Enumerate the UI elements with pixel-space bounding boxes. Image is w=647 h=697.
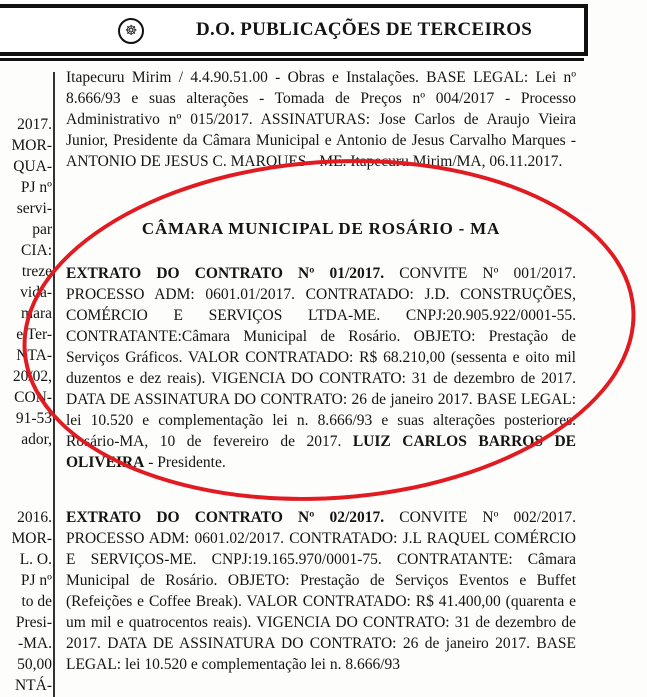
left-fragment-line: Presi- [15, 614, 52, 631]
left-fragment-line: L. O. [19, 551, 52, 568]
left-fragment-line: vida- [20, 284, 52, 301]
page-title: D.O. PUBLICAÇÕES DE TERCEIROS [196, 19, 533, 40]
left-fragment-line: -MA. [17, 635, 52, 652]
left-fragment-line: servi- [16, 200, 52, 217]
left-column-fragment-top [0, 114, 52, 450]
left-fragment-line: NTA- [16, 347, 52, 364]
left-fragment-line: NTÁ- [14, 677, 52, 694]
contract-2-heading: EXTRATO DO CONTRATO Nº 02/2017. [66, 509, 385, 526]
left-fragment-line: CON- [14, 389, 52, 406]
contract-2-body: CONVITE Nº 002/2017. PROCESSO ADM: 0601.02/2017. CONTRATADO: J.L RAQUEL COMÉRCIO E SERVIÇOS-ME. CNPJ:19.165.970/0001-75. CONTRATANTE: Câmara Municipal de Rosário. OBJETO: Prestação de Serviços Eventos e Buffet (Refeições e Coffee Break). VALOR CONTRATADO: R$ 41.400,00 (quarenta e um mil e quatrocentos reais). VIGENCIA DO CONTRATO: 31 de dezembro de 2017. DATA DE ASSINATURA DO CONTRATO: 26 de janeiro 2017. BASE LEGAL: lei 10.520 e complementação lei n. 8.666/93 [66, 509, 576, 673]
contract-2-extract [66, 507, 576, 675]
left-fragment-line: PJ nº [20, 572, 52, 589]
left-fragment-line: 20/02, [12, 368, 52, 385]
left-fragment-line: PJ nº [20, 179, 52, 196]
left-fragment-line: treze [21, 263, 52, 280]
left-fragment-line: MOR- [11, 137, 52, 154]
page-header [0, 4, 588, 56]
left-fragment-line: ador, [21, 431, 52, 448]
contract-1-body: CONVITE Nº 001/2017. PROCESSO ADM: 0601.01/2017. CONTRATADO: J.D. CONSTRUÇÕES, COMÉRCIO E SERVIÇOS LTDA-ME. CNPJ:20.905.922/0001-55. CONTRATANTE:Câmara Municipal de Rosário. OBJETO: Prestação de Serviços Gráficos. VALOR CONTRATADO: R$ 68.210,00 (sessenta e oito mil duzentos e dez reais). VIGENCIA DO CONTRATO: 31 de dezembro de 2017. DATA DE ASSINATURA DO CONTRATO: 26 de janeiro 2017. BASE LEGAL: lei 10.520 e complementação lei n. 8.666/93 e suas alterações posteriores. Rosário-MA, 10 de fevereiro de 2017. [66, 265, 576, 450]
contract-1-heading: EXTRATO DO CONTRATO Nº 01/2017. [66, 265, 385, 282]
left-fragment-line: 91-53 [15, 410, 52, 427]
left-fragment-line: MOR- [11, 530, 52, 547]
left-fragment-line: 2017. [17, 116, 52, 133]
contract-1-signer: LUIZ CARLOS BARROS DE OLIVEIRA [66, 433, 576, 471]
contract-1-extract [66, 263, 576, 473]
left-fragment-line: 2016. [17, 509, 52, 526]
contract-1-signer-role: - Presidente. [144, 454, 226, 471]
intro-paragraph: Itapecuru Mirim / 4.4.90.51.00 - Obras e Instalações. BASE LEGAL: Lei nº 8.666/93 e suas alterações - Tomada de Preços nº 004/2017 - Processo Administrativo nº 015/2017. ASSINATURAS: Jose Carlos de Araujo Vieira Junior, Presidente da Câmara Municipal e Antonio de Jesus Carvalho Marques - ANTONIO DE JESUS C. MARQUES - ME. Itapecuru Mirim/MA, 06.11.2017. [66, 69, 576, 170]
left-fragment-line: CIA: [21, 242, 52, 259]
section-title: CÂMARA MUNICIPAL DE ROSÁRIO - MA [141, 219, 501, 238]
left-fragment-line: par [32, 221, 52, 238]
left-fragment-line: mara [21, 305, 52, 322]
column-divider [53, 72, 55, 697]
left-fragment-line: to de [21, 593, 52, 610]
left-fragment-line: 50,00 [17, 656, 52, 673]
left-column-fragment-bottom [0, 507, 52, 696]
seal-icon: ☸ [118, 18, 144, 44]
left-fragment-line: e Ter- [16, 326, 52, 343]
left-fragment-line: QUA- [13, 158, 52, 175]
